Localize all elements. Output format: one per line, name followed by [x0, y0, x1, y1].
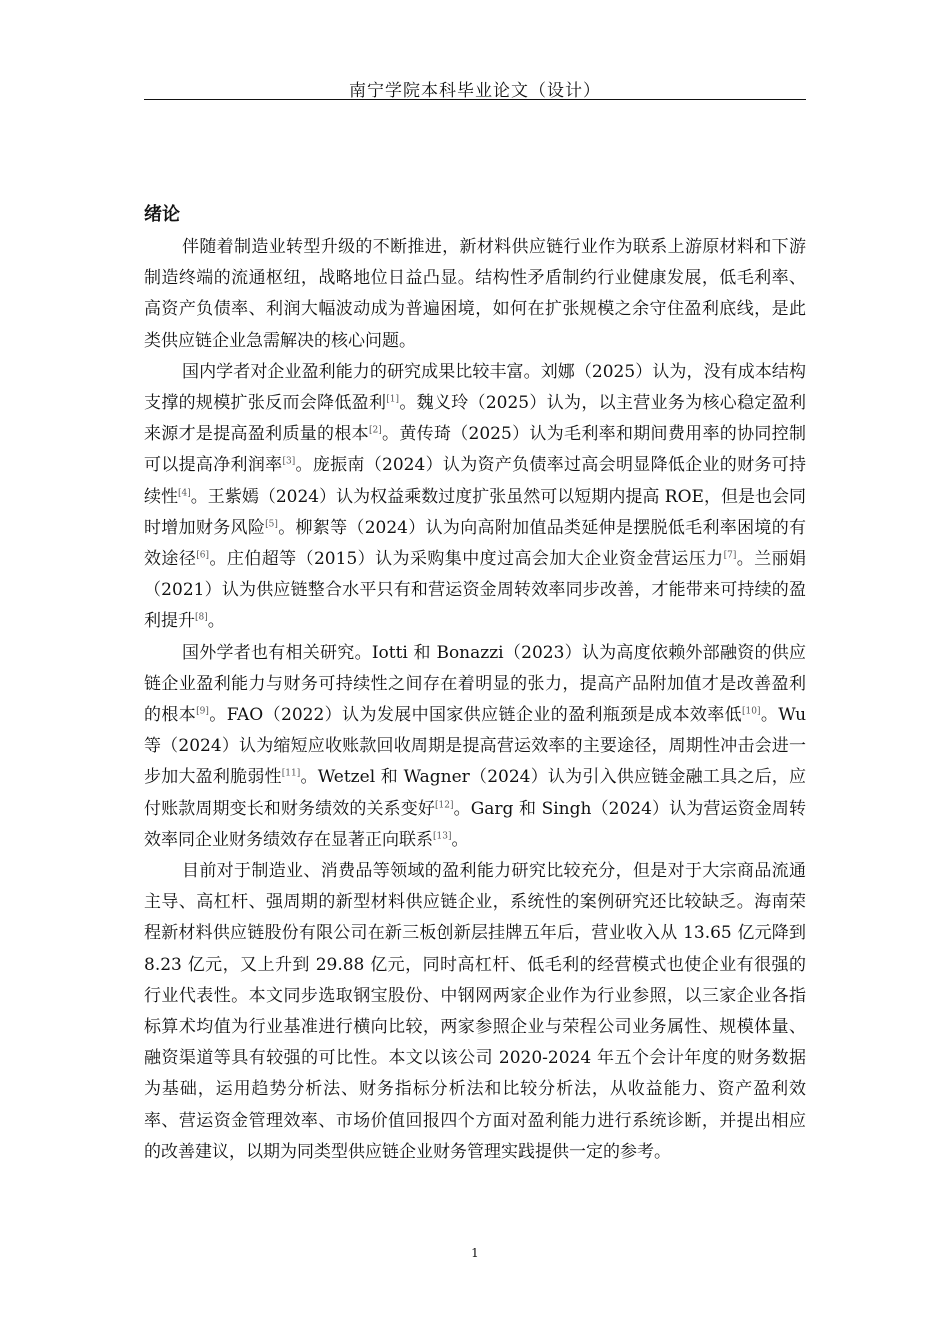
citation-marker: [2]	[368, 425, 382, 436]
citation-marker: [12]	[434, 800, 454, 810]
paragraph-text: 国内学者对企业盈利能力的研究成果比较丰富。刘娜（2025）认为，没有成本结构支撑的规模扩张反而会降低盈利	[144, 361, 806, 414]
citation-marker: [11]	[281, 768, 301, 779]
paragraph-text: 。FAO（2022）认为发展中国家供应链企业的盈利瓶颈是成本效率低	[208, 705, 743, 726]
paragraph-text: 。兰丽娟（2021）认为供应链整合水平只有和营运资金周转效率同步改善，才能带来可持续的盈利提升	[144, 549, 807, 632]
section-heading: 绪论	[144, 204, 180, 225]
paragraph-text: 。Wu 等（2024）认为缩短应收账款回收周期是提高营运效率的主要途径，周期性冲击会进一步加大盈利脆弱性	[144, 705, 807, 788]
paragraph-text: 。	[207, 611, 225, 632]
paragraph-text: 国外学者也有相关研究。Iotti 和 Bonazzi（2023）认为高度依赖外部融资的供应链企业盈利能力与财务可持续性之间存在着明显的张力，提高产品附加值才是改善盈利的根本	[144, 642, 806, 726]
citation-marker: [9]	[196, 706, 209, 717]
body-text	[144, 232, 806, 1168]
citation-marker: [10]	[742, 706, 761, 717]
paragraph-text: 。庄伯超等（2015）认为采购集中度过高会加大企业资金营运压力	[209, 549, 724, 570]
paragraph-domestic-research	[144, 357, 806, 638]
paragraph-text: 。王紫嫣（2024）认为权益乘数过度扩张虽然可以短期内提高 ROE，但是也会同时增加财务风险	[144, 486, 807, 538]
citation-marker: [6]	[196, 550, 210, 561]
paragraph-foreign-research	[144, 638, 806, 856]
paragraph-introduction	[144, 232, 806, 357]
paragraph-text: 。	[451, 829, 469, 850]
header-divider	[144, 99, 806, 100]
paragraph-text: 。魏义玲（2025）认为，以主营业务为核心稳定盈利来源才是提高盈利质量的根本	[144, 393, 807, 445]
page-number: 1	[471, 1246, 479, 1260]
citation-marker: [3]	[282, 456, 296, 467]
citation-marker: [5]	[265, 519, 278, 530]
paragraph-research-gap	[144, 856, 806, 1168]
paragraph-text: 。Garg 和 Singh（2024）认为营运资金周转效率同企业财务绩效存在显著正向联系	[144, 798, 806, 850]
paragraph-text: 目前对于制造业、消费品等领域的盈利能力研究比较充分，但是对于大宗商品流通主导、高杠杆、强周期的新型材料供应链企业，系统性的案例研究还比较缺乏。海南荣程新材料供应链股份有限公司在新三板创新层挂牌五年后，营业收入从 13.65 亿元降到 8.23 亿元，又上升到 29.88 亿元，同时高杠杆、低毛利的经营模式也使企业有很强的行业代表性。本文同步选取钢宝股份、中钢网两家企业作为行业参照，以三家企业各指标算术均值为行业基准进行横向比较，两家参照企业与荣程公司业务属性、规模体量、融资渠道等具有较强的可比性。本文以该公司 2020-2024 年五个会计年度的财务数据为基础，运用趋势分析法、财务指标分析法和比较分析法，从收益能力、资产盈利效率、营运资金管理效率、市场价值回报四个方面对盈利能力进行系统诊断，并提出相应的改善建议，以期为同类型供应链企业财务管理实践提供一定的参考。	[144, 861, 806, 1162]
paragraph-text: 。柳絮等（2024）认为向高附加值品类延伸是摆脱低毛利率困境的有效途径	[144, 517, 807, 570]
citation-marker: [7]	[723, 550, 737, 561]
citation-marker: [4]	[178, 487, 191, 498]
paragraph-text: 。黄传琦（2025）认为毛利率和期间费用率的协同控制可以提高净利润率	[144, 424, 806, 476]
paragraph-text: 。Wetzel 和 Wagner（2024）认为引入供应链金融工具之后，应付账款周期变长和财务绩效的关系变好	[144, 767, 807, 819]
paragraph-text: 伴随着制造业转型升级的不断推进，新材料供应链行业作为联系上游原材料和下游制造终端的流通枢纽，战略地位日益凸显。结构性矛盾制约行业健康发展，低毛利率、高资产负债率、利润大幅波动成为普遍困境，如何在扩张规模之余守住盈利底线，是此类供应链企业急需解决的核心问题。	[144, 237, 806, 351]
paragraph-text: 。庞振南（2024）认为资产负债率过高会明显降低企业的财务可持续性	[144, 455, 807, 507]
running-header: 南宁学院本科毕业论文（设计）	[349, 81, 601, 101]
citation-marker: [13]	[433, 831, 452, 842]
citation-marker: [1]	[386, 394, 400, 405]
citation-marker: [8]	[195, 612, 208, 623]
